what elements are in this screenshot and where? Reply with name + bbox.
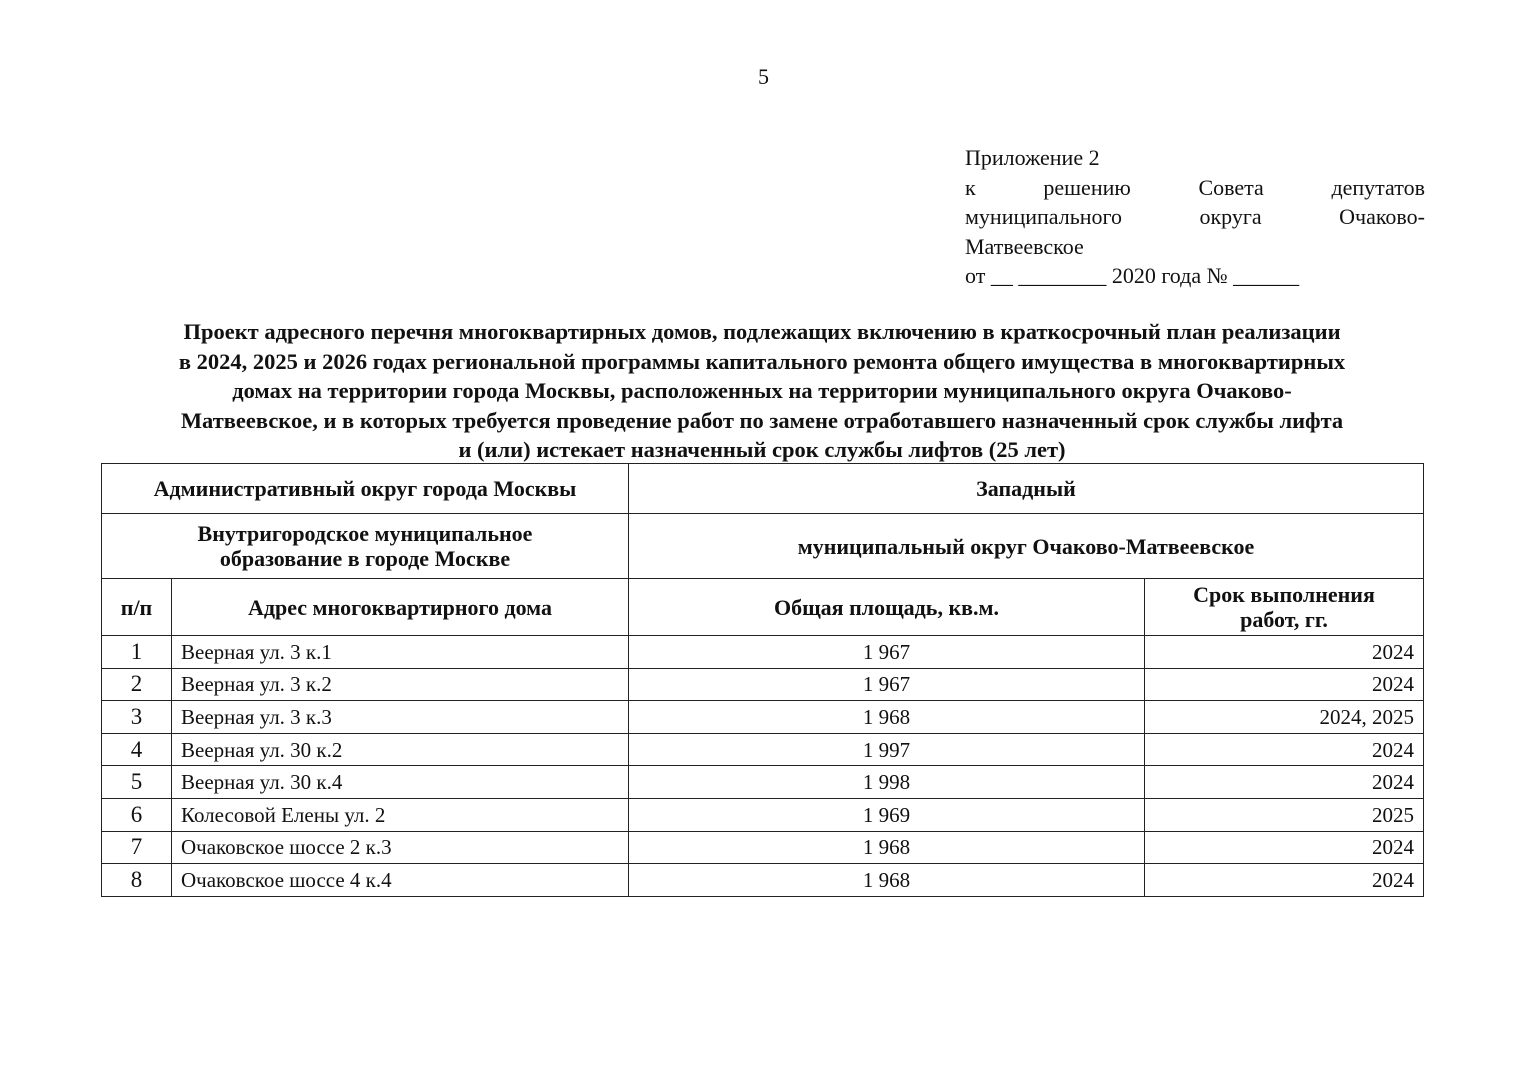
municipality-label-line: Внутригородское муниципальное [197,521,533,546]
municipality-row [102,514,1424,579]
row-years: 2024 [1145,864,1424,897]
municipality-label [102,514,629,579]
row-area: 1 967 [629,636,1145,669]
page-number: 5 [758,64,769,89]
table-row [102,798,1424,831]
row-area: 1 998 [629,766,1145,799]
column-header-row [102,579,1424,636]
row-area: 1 968 [629,864,1145,897]
row-area: 1 968 [629,701,1145,734]
column-header-address: Адрес многоквартирного дома [172,579,629,636]
appendix-line-2 [965,173,1425,203]
table-row [102,831,1424,864]
address-table [101,463,1424,897]
column-header-area: Общая площадь, кв.м. [629,579,1145,636]
municipality-value: муниципальный округ Очаково-Матвеевское [629,514,1424,579]
row-address: Очаковское шоссе 2 к.3 [172,831,629,864]
appendix-word: округа [1199,204,1262,229]
row-years: 2024, 2025 [1145,701,1424,734]
table-row [102,864,1424,897]
row-years: 2024 [1145,831,1424,864]
row-address: Веерная ул. 30 к.4 [172,766,629,799]
table-row [102,733,1424,766]
title-line: в 2024, 2025 и 2026 годах региональной программы капитального ремонта общего имущества в многоквартирных [178,348,1346,374]
row-number: 5 [102,766,172,799]
row-area: 1 968 [629,831,1145,864]
admin-district-row [102,464,1424,514]
title-line: домах на территории города Москвы, расположенных на территории муниципального округа Очаково- [232,378,1292,403]
appendix-title: Приложение 2 [965,145,1100,170]
table-row [102,766,1424,799]
row-number: 3 [102,701,172,734]
column-header-num: п/п [102,579,172,636]
row-number: 4 [102,733,172,766]
appendix-line-3 [965,202,1425,232]
row-years: 2024 [1145,733,1424,766]
table-row [102,668,1424,701]
row-years: 2024 [1145,668,1424,701]
row-address: Веерная ул. 3 к.1 [172,636,629,669]
row-address: Веерная ул. 30 к.2 [172,733,629,766]
row-address: Веерная ул. 3 к.2 [172,668,629,701]
row-area: 1 967 [629,668,1145,701]
table-row [102,636,1424,669]
column-header-term-line: Срок выполнения [1193,582,1375,607]
table-row [102,701,1424,734]
appendix-word: Очаково- [1339,204,1425,229]
row-number: 7 [102,831,172,864]
column-header-term [1145,579,1424,636]
appendix-word: депутатов [1331,174,1425,200]
title-line: и (или) истекает назначенный срок службы лифтов (25 лет) [458,437,1066,462]
appendix-line-4: Матвеевское [965,233,1084,259]
column-header-term-line: работ, гг. [1240,607,1328,632]
document-title [100,317,1424,465]
title-line: Проект адресного перечня многоквартирных домов, подлежащих включению в краткосрочный план реализации [183,319,1341,344]
appendix-word: решению [1043,174,1131,200]
row-area: 1 997 [629,733,1145,766]
row-number: 1 [102,636,172,669]
row-number: 8 [102,864,172,897]
row-address: Колесовой Елены ул. 2 [172,798,629,831]
row-number: 2 [102,668,172,701]
appendix-word: Совета [1198,174,1264,200]
appendix-word: к [965,174,976,200]
row-years: 2024 [1145,766,1424,799]
row-number: 6 [102,798,172,831]
admin-district-label: Административный округ города Москвы [102,464,629,514]
title-line: Матвеевское, и в которых требуется проведение работ по замене отработавшего назначенный срок службы лифта [180,407,1344,433]
appendix-date-line: от __ ________ 2020 года № ______ [965,263,1300,288]
municipality-label-line: образование в городе Москве [219,546,511,571]
appendix-block [965,143,1425,291]
appendix-word: муниципального [965,204,1123,229]
row-years: 2024 [1145,636,1424,669]
row-years: 2025 [1145,798,1424,831]
row-address: Очаковское шоссе 4 к.4 [172,864,629,897]
row-area: 1 969 [629,798,1145,831]
admin-district-value: Западный [629,464,1424,514]
row-address: Веерная ул. 3 к.3 [172,701,629,734]
